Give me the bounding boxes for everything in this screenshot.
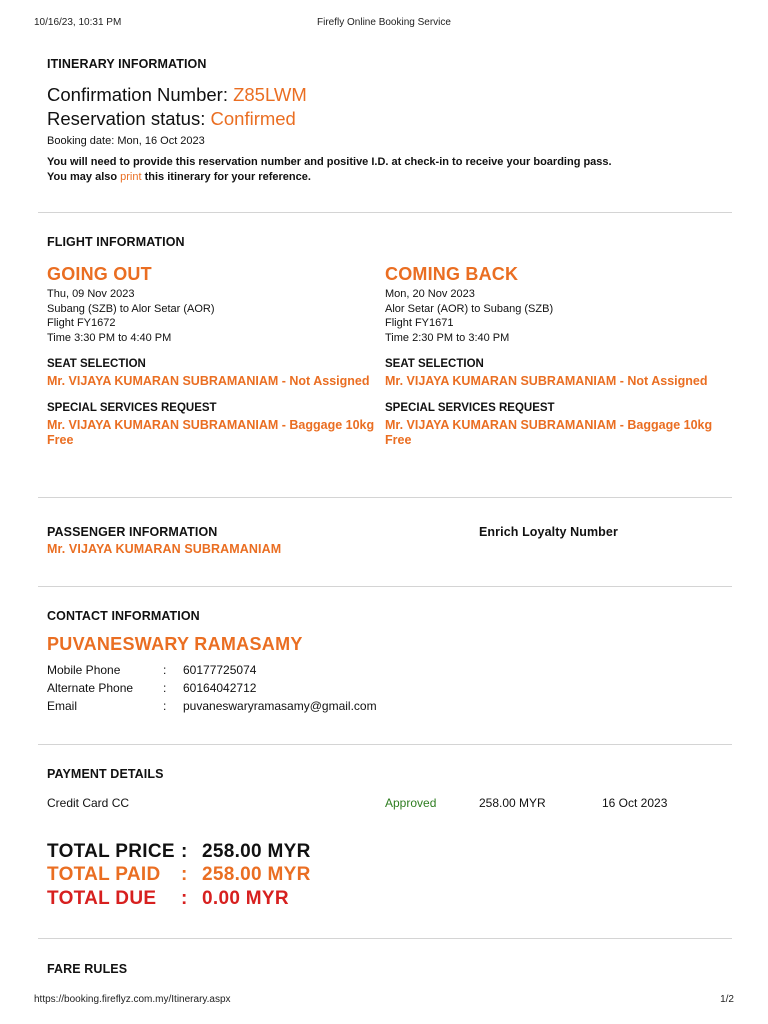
divider bbox=[38, 497, 732, 498]
total-paid-row bbox=[47, 864, 447, 888]
total-due-value: 0.00 MYR bbox=[202, 888, 289, 909]
contact-label: Email bbox=[47, 699, 78, 713]
contact-label: Mobile Phone bbox=[47, 663, 121, 677]
going-out-route: Subang (SZB) to Alor Setar (AOR) bbox=[47, 302, 215, 315]
notice-line-1: You will need to provide this reservation number and positive I.D. at check-in to receive your boarding pass. bbox=[47, 156, 612, 168]
checkin-notice bbox=[47, 155, 612, 185]
contact-separator: : bbox=[163, 663, 167, 677]
divider bbox=[38, 586, 732, 587]
contact-value: puvaneswaryramasamy@gmail.com bbox=[183, 699, 377, 713]
going-out-ssr-title: SPECIAL SERVICES REQUEST bbox=[47, 402, 217, 414]
payment-row bbox=[47, 796, 727, 812]
coming-back-heading: COMING BACK bbox=[385, 264, 519, 284]
print-url: https://booking.fireflyz.com.my/Itinerary.aspx bbox=[34, 994, 231, 1005]
divider bbox=[38, 938, 732, 939]
confirmation-number: Z85LWM bbox=[233, 84, 307, 105]
contact-row-email bbox=[47, 699, 547, 717]
going-out-column bbox=[47, 264, 377, 448]
contact-label: Alternate Phone bbox=[47, 681, 134, 695]
fare-rules-section-title: FARE RULES bbox=[47, 962, 128, 976]
notice-text-before: You may also bbox=[47, 171, 121, 183]
notice-text-after: this itinerary for your reference. bbox=[141, 171, 311, 183]
coming-back-date: Mon, 20 Nov 2023 bbox=[385, 288, 475, 300]
going-out-flight: Flight FY1672 bbox=[47, 317, 116, 329]
going-out-seat-value: Mr. VIJAYA KUMARAN SUBRAMANIAM - Not Assigned bbox=[47, 374, 370, 388]
total-separator: : bbox=[181, 841, 188, 862]
flight-section-title: FLIGHT INFORMATION bbox=[47, 235, 185, 249]
coming-back-ssr-title: SPECIAL SERVICES REQUEST bbox=[385, 402, 555, 414]
coming-back-seat-title: SEAT SELECTION bbox=[385, 358, 484, 370]
passenger-section-title: PASSENGER INFORMATION bbox=[47, 525, 218, 539]
total-separator: : bbox=[181, 888, 188, 909]
booking-date: Booking date: Mon, 16 Oct 2023 bbox=[47, 135, 205, 147]
itinerary-section-title: ITINERARY INFORMATION bbox=[47, 57, 207, 71]
contact-name: PUVANESWARY RAMASAMY bbox=[47, 634, 303, 654]
payment-section-title: PAYMENT DETAILS bbox=[47, 767, 164, 781]
total-price-label: TOTAL PRICE bbox=[47, 841, 175, 862]
coming-back-ssr-value: Mr. VIJAYA KUMARAN SUBRAMANIAM - Baggage 10kg Free bbox=[385, 418, 713, 447]
total-due-label: TOTAL DUE bbox=[47, 888, 157, 909]
coming-back-time: Time 2:30 PM to 3:40 PM bbox=[385, 331, 510, 344]
divider bbox=[38, 212, 732, 213]
contact-section-title: CONTACT INFORMATION bbox=[47, 609, 200, 623]
coming-back-seat-value: Mr. VIJAYA KUMARAN SUBRAMANIAM - Not Assigned bbox=[385, 374, 708, 388]
print-header bbox=[0, 17, 768, 31]
print-datetime: 10/16/23, 10:31 PM bbox=[34, 17, 122, 28]
coming-back-column bbox=[385, 264, 715, 448]
coming-back-route: Alor Setar (AOR) to Subang (SZB) bbox=[385, 302, 554, 315]
loyalty-number-label: Enrich Loyalty Number bbox=[479, 525, 618, 539]
confirmation-label: Confirmation Number: bbox=[47, 84, 228, 105]
print-page-number: 1/2 bbox=[720, 994, 734, 1005]
payment-method: Credit Card CC bbox=[47, 796, 130, 810]
going-out-details bbox=[47, 287, 377, 345]
total-price-value: 258.00 MYR bbox=[202, 841, 311, 862]
contact-value: 60177725074 bbox=[183, 663, 257, 677]
status-line bbox=[47, 108, 296, 130]
total-price-row bbox=[47, 841, 447, 865]
print-title: Firefly Online Booking Service bbox=[317, 17, 451, 28]
going-out-ssr-value: Mr. VIJAYA KUMARAN SUBRAMANIAM - Baggage 10kg Free bbox=[47, 418, 375, 447]
contact-row-alternate bbox=[47, 681, 547, 699]
payment-status: Approved bbox=[385, 796, 437, 810]
total-paid-label: TOTAL PAID bbox=[47, 864, 161, 885]
contact-separator: : bbox=[163, 699, 167, 713]
going-out-date: Thu, 09 Nov 2023 bbox=[47, 288, 135, 300]
coming-back-flight: Flight FY1671 bbox=[385, 317, 454, 329]
contact-row-mobile bbox=[47, 663, 547, 681]
divider bbox=[38, 744, 732, 745]
contact-value: 60164042712 bbox=[183, 681, 257, 695]
notice-line-2 bbox=[47, 170, 612, 185]
total-due-row bbox=[47, 888, 447, 912]
total-paid-value: 258.00 MYR bbox=[202, 864, 311, 885]
total-separator: : bbox=[181, 864, 188, 885]
print-link[interactable]: print bbox=[120, 171, 142, 183]
payment-amount: 258.00 MYR bbox=[479, 796, 546, 810]
contact-separator: : bbox=[163, 681, 167, 695]
going-out-heading: GOING OUT bbox=[47, 264, 152, 284]
payment-date: 16 Oct 2023 bbox=[602, 796, 668, 810]
status-value: Confirmed bbox=[210, 108, 296, 129]
going-out-time: Time 3:30 PM to 4:40 PM bbox=[47, 331, 172, 344]
status-label: Reservation status: bbox=[47, 108, 206, 129]
passenger-name: Mr. VIJAYA KUMARAN SUBRAMANIAM bbox=[47, 542, 282, 556]
confirmation-line bbox=[47, 84, 307, 106]
coming-back-details bbox=[385, 287, 715, 345]
going-out-seat-title: SEAT SELECTION bbox=[47, 358, 146, 370]
